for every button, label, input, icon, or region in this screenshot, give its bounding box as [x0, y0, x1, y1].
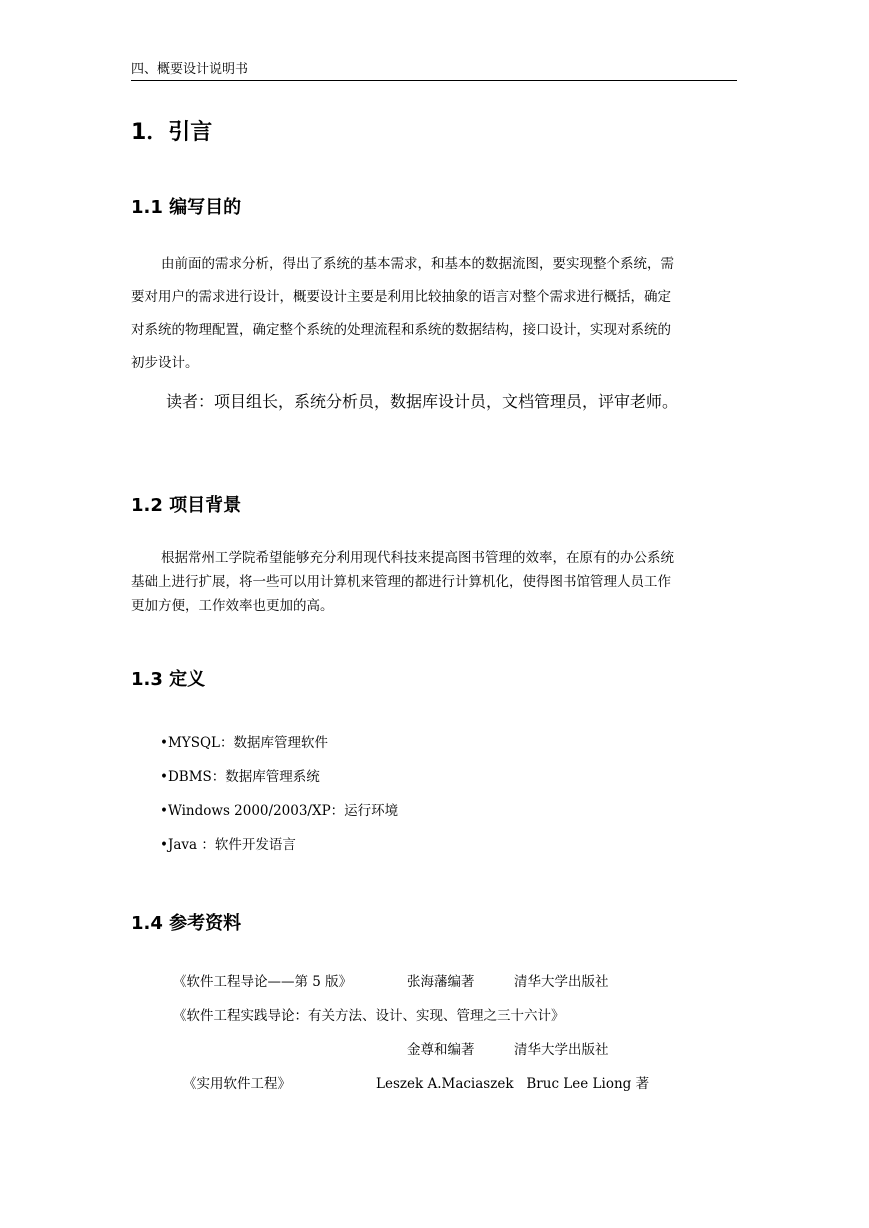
readers-line: 读者：项目组长，系统分析员，数据库设计员，文档管理员，评审老师。 [166, 392, 679, 411]
section-heading-introduction: 1．引言 [131, 120, 213, 145]
reference-title: 《实用软件工程》 [183, 1076, 291, 1092]
section-heading-references: 1.4 参考资料 [131, 913, 242, 934]
purpose-paragraph [131, 248, 737, 380]
paragraph-line: 由前面的需求分析，得出了系统的基本需求，和基本的数据流图，要实现整个系统，需 [161, 256, 674, 272]
list-item: •Windows 2000/2003/XP：运行环境 [160, 803, 399, 819]
paragraph-line: 基础上进行扩展，将一些可以用计算机来管理的都进行计算机化，使得图书馆管理人员工作 [131, 574, 671, 590]
definitions-list [160, 726, 398, 862]
reference-publisher: 清华大学出版社 [514, 974, 609, 990]
section-heading-definitions: 1.3 定义 [131, 669, 206, 690]
reference-title: 《软件工程实践导论：有关方法、设计、实现、管理之三十六计》 [173, 1008, 565, 1024]
list-item: •DBMS：数据库管理系统 [160, 769, 320, 785]
running-header: 四、概要设计说明书 [131, 62, 737, 81]
paragraph-line: 根据常州工学院希望能够充分利用现代科技来提高图书管理的效率，在原有的办公系统 [161, 550, 674, 566]
list-item: •Java ：软件开发语言 [160, 837, 296, 853]
reference-title: 《软件工程导论——第 5 版》 [173, 974, 353, 990]
paragraph-line: 初步设计。 [131, 355, 199, 371]
list-item: •MYSQL：数据库管理软件 [160, 735, 328, 751]
paragraph-line: 要对用户的需求进行设计，概要设计主要是利用比较抽象的语言对整个需求进行概括，确定 [131, 289, 671, 305]
paragraph-line: 对系统的物理配置，确定整个系统的处理流程和系统的数据结构，接口设计，实现对系统的 [131, 322, 671, 338]
paragraph-line: 更加方便，工作效率也更加的高。 [131, 598, 334, 614]
reference-author: 张海藩编著 [407, 974, 475, 990]
section-heading-purpose: 1.1 编写目的 [131, 197, 242, 218]
reference-author: Leszek A.Maciaszek Bruc Lee Liong 著 [376, 1076, 650, 1092]
reference-publisher: 清华大学出版社 [514, 1042, 609, 1058]
reference-author: 金尊和编著 [407, 1042, 475, 1058]
background-paragraph [131, 546, 737, 618]
section-heading-background: 1.2 项目背景 [131, 495, 242, 516]
